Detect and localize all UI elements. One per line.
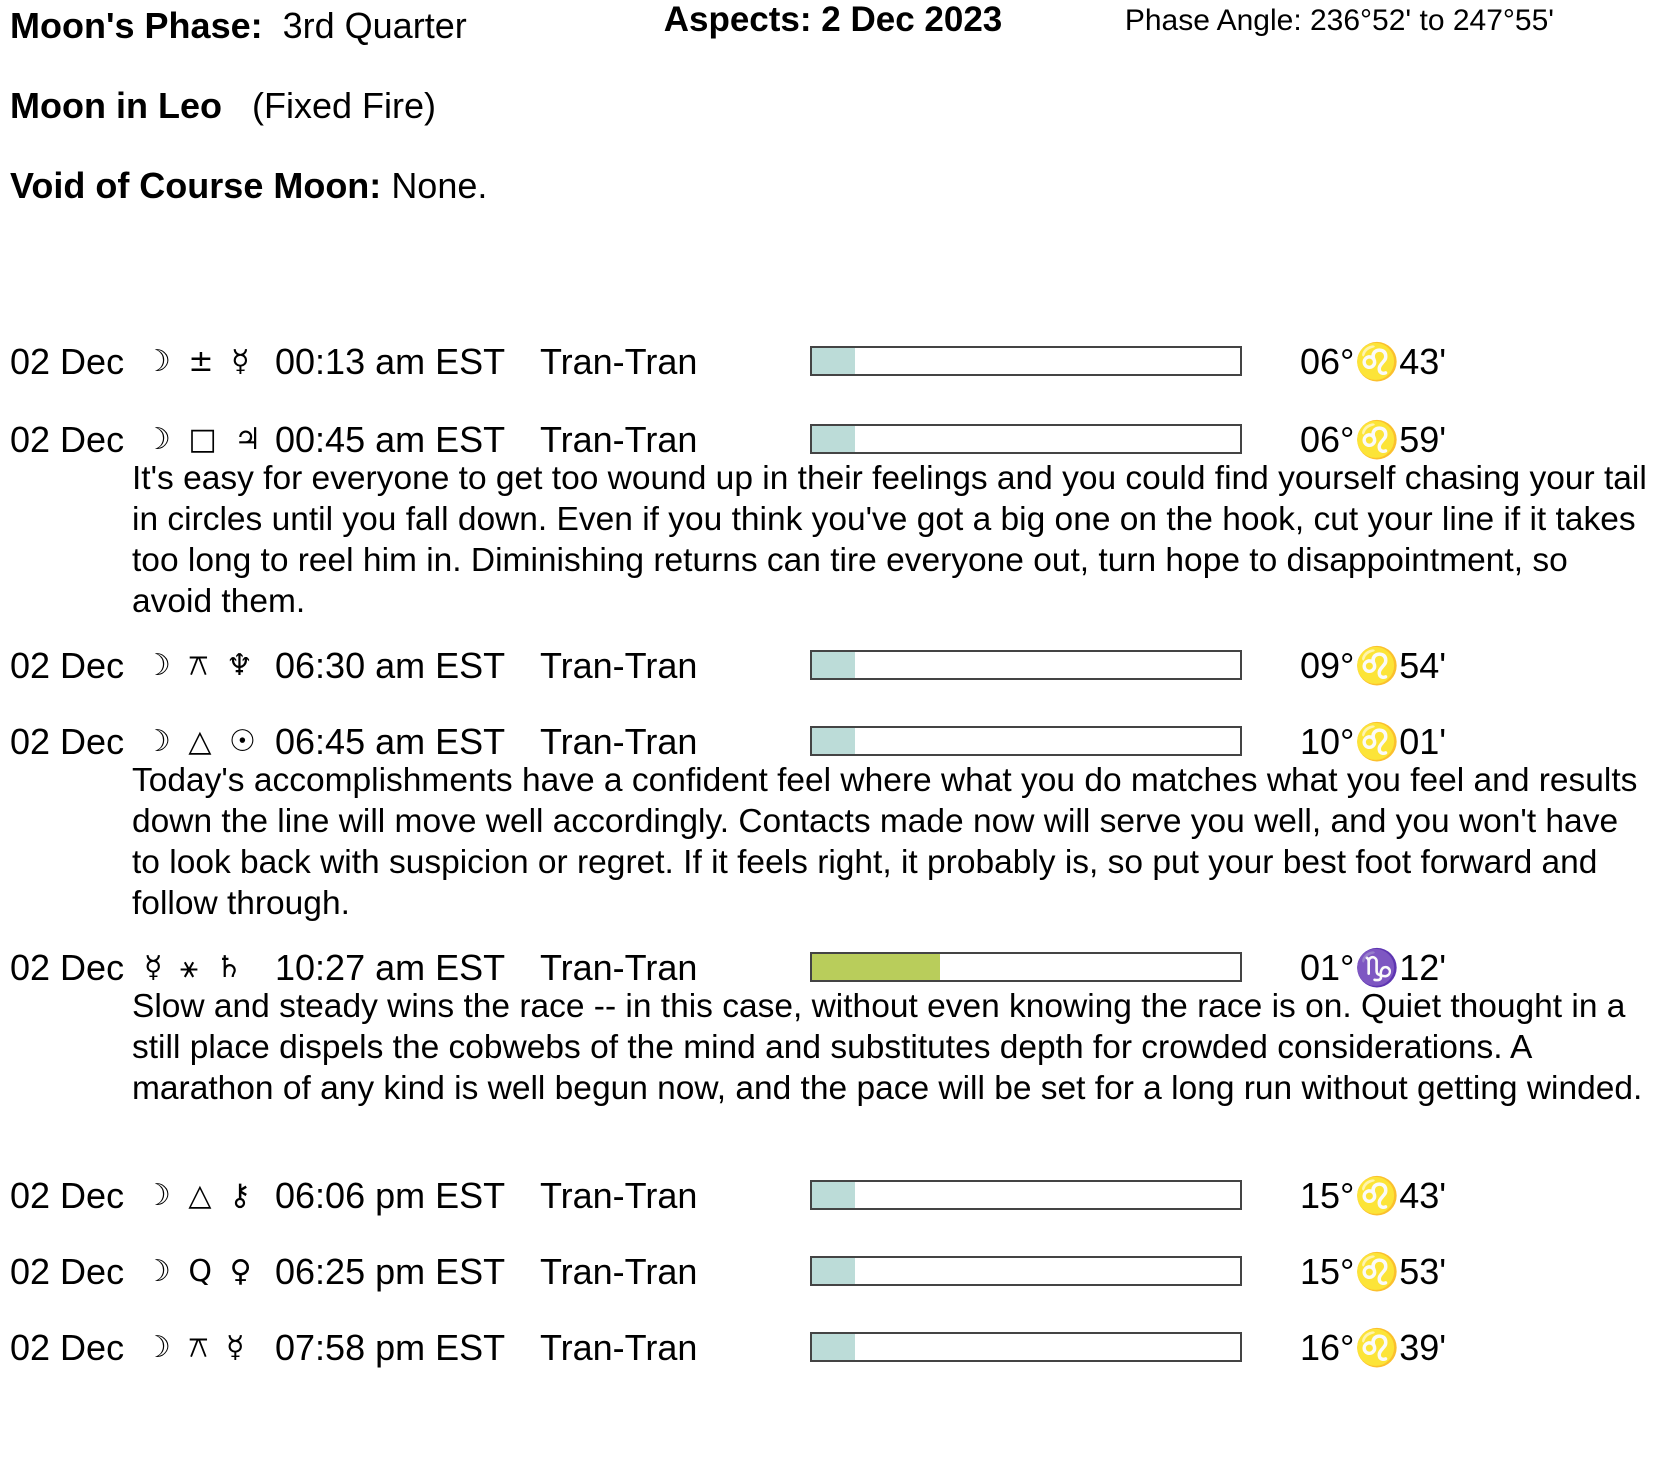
aspect-time: 07:58 pm EST — [275, 1327, 506, 1368]
orb-strength-fill — [812, 1334, 855, 1360]
aspect-time: 06:25 pm EST — [275, 1251, 506, 1292]
orb-strength-bar — [810, 650, 1242, 680]
aspect-glyphs: ☽ Q ♀ — [144, 1254, 256, 1289]
aspect-row — [0, 340, 1666, 384]
aspect-row — [0, 1250, 1666, 1294]
orb-strength-bar — [810, 952, 1242, 982]
aspect-position: 01°♑12' — [1300, 947, 1447, 988]
orb-strength-fill — [812, 728, 855, 754]
phase-angle: Phase Angle: 236°52' to 247°55' — [1124, 4, 1554, 37]
aspect-position: 06°♌59' — [1300, 419, 1447, 460]
aspect-position: 15°♌43' — [1300, 1175, 1447, 1216]
moon-sign-value: (Fixed Fire) — [251, 85, 436, 126]
aspect-time: 06:30 am EST — [275, 645, 506, 686]
orb-strength-fill — [812, 652, 855, 678]
orb-strength-bar — [810, 424, 1242, 454]
aspect-type: Tran-Tran — [540, 1175, 698, 1216]
aspect-date: 02 Dec — [10, 1251, 125, 1292]
orb-strength-fill — [812, 954, 940, 980]
voc-value: None. — [391, 165, 488, 206]
aspect-description: It's easy for everyone to get too wound up in their feelings and you could find yourself chasing your tail in circles until you fall down. Even if you think you've got a big one on the hook, cut your line if it takes too long to reel him in. Diminishing returns can tire everyone out, turn hope to disappointment, so avoid them. — [132, 460, 1647, 620]
orb-strength-fill — [812, 426, 855, 452]
orb-strength-fill — [812, 348, 855, 374]
orb-strength-fill — [812, 1258, 855, 1284]
moon-sign — [10, 84, 436, 128]
aspect-position: 10°♌01' — [1300, 721, 1447, 762]
aspect-row — [0, 418, 1666, 462]
aspect-row — [0, 720, 1666, 764]
moon-phase-value: 3rd Quarter — [282, 5, 467, 46]
aspect-glyphs: ☽ △ ⚷ — [144, 1178, 256, 1213]
aspect-time: 10:27 am EST — [275, 947, 506, 988]
aspect-glyphs: ☿ ⚹ ♄ — [144, 950, 247, 985]
aspect-row — [0, 644, 1666, 688]
moon-phase — [10, 4, 467, 48]
aspect-type: Tran-Tran — [540, 947, 698, 988]
aspect-type: Tran-Tran — [540, 645, 698, 686]
aspect-row — [0, 946, 1666, 990]
aspect-time: 00:13 am EST — [275, 341, 506, 382]
aspect-time: 06:45 am EST — [275, 721, 506, 762]
aspect-glyphs: ☽ ⚻ ♆ — [144, 648, 257, 683]
aspect-glyphs: ☽ ⚻ ☿ — [144, 1330, 249, 1365]
voc-label: Void of Course Moon: — [10, 165, 382, 206]
aspect-date: 02 Dec — [10, 645, 125, 686]
orb-strength-bar — [810, 726, 1242, 756]
aspects-title: Aspects: 2 Dec 2023 — [663, 0, 1003, 39]
aspect-date: 02 Dec — [10, 721, 125, 762]
aspect-date: 02 Dec — [10, 1327, 125, 1368]
aspect-type: Tran-Tran — [540, 341, 698, 382]
aspect-position: 16°♌39' — [1300, 1327, 1447, 1368]
orb-strength-bar — [810, 346, 1242, 376]
aspect-type: Tran-Tran — [540, 419, 698, 460]
aspect-date: 02 Dec — [10, 1175, 125, 1216]
aspect-glyphs: ☽ △ ☉ — [144, 724, 260, 759]
aspect-description: Slow and steady wins the race -- in this case, without even knowing the race is on. Quiet thought in a still place dispels the cobwebs of the mind and substitutes depth for crowded considerations. A marathon of any kind is well begun now, and the pace will be set for a long run without getting winded. — [132, 988, 1643, 1107]
aspect-description: Today's accomplishments have a confident feel where what you do matches what you feel and results down the line will move well accordingly. Contacts made now will serve you well, and you won't have to look back with suspicion or regret. If it feels right, it probably is, so put your best foot forward and follow through. — [132, 762, 1638, 922]
aspect-row — [0, 1174, 1666, 1218]
orb-strength-bar — [810, 1180, 1242, 1210]
aspect-date: 02 Dec — [10, 341, 125, 382]
moon-phase-label: Moon's Phase: — [10, 5, 263, 46]
aspect-time: 00:45 am EST — [275, 419, 506, 460]
aspect-type: Tran-Tran — [540, 721, 698, 762]
moon-sign-label: Moon in Leo — [10, 85, 222, 126]
orb-strength-fill — [812, 1182, 855, 1208]
void-of-course — [10, 164, 487, 208]
aspect-date: 02 Dec — [10, 419, 125, 460]
aspect-position: 09°♌54' — [1300, 645, 1447, 686]
aspect-date: 02 Dec — [10, 947, 125, 988]
aspect-position: 15°♌53' — [1300, 1251, 1447, 1292]
aspect-time: 06:06 pm EST — [275, 1175, 506, 1216]
orb-strength-bar — [810, 1256, 1242, 1286]
aspect-glyphs: ☽ □ ♃ — [144, 422, 266, 457]
orb-strength-bar — [810, 1332, 1242, 1362]
aspect-glyphs: ☽ ± ☿ — [144, 344, 254, 379]
aspect-type: Tran-Tran — [540, 1251, 698, 1292]
aspect-type: Tran-Tran — [540, 1327, 698, 1368]
aspect-row — [0, 1326, 1666, 1370]
aspect-position: 06°♌43' — [1300, 341, 1447, 382]
